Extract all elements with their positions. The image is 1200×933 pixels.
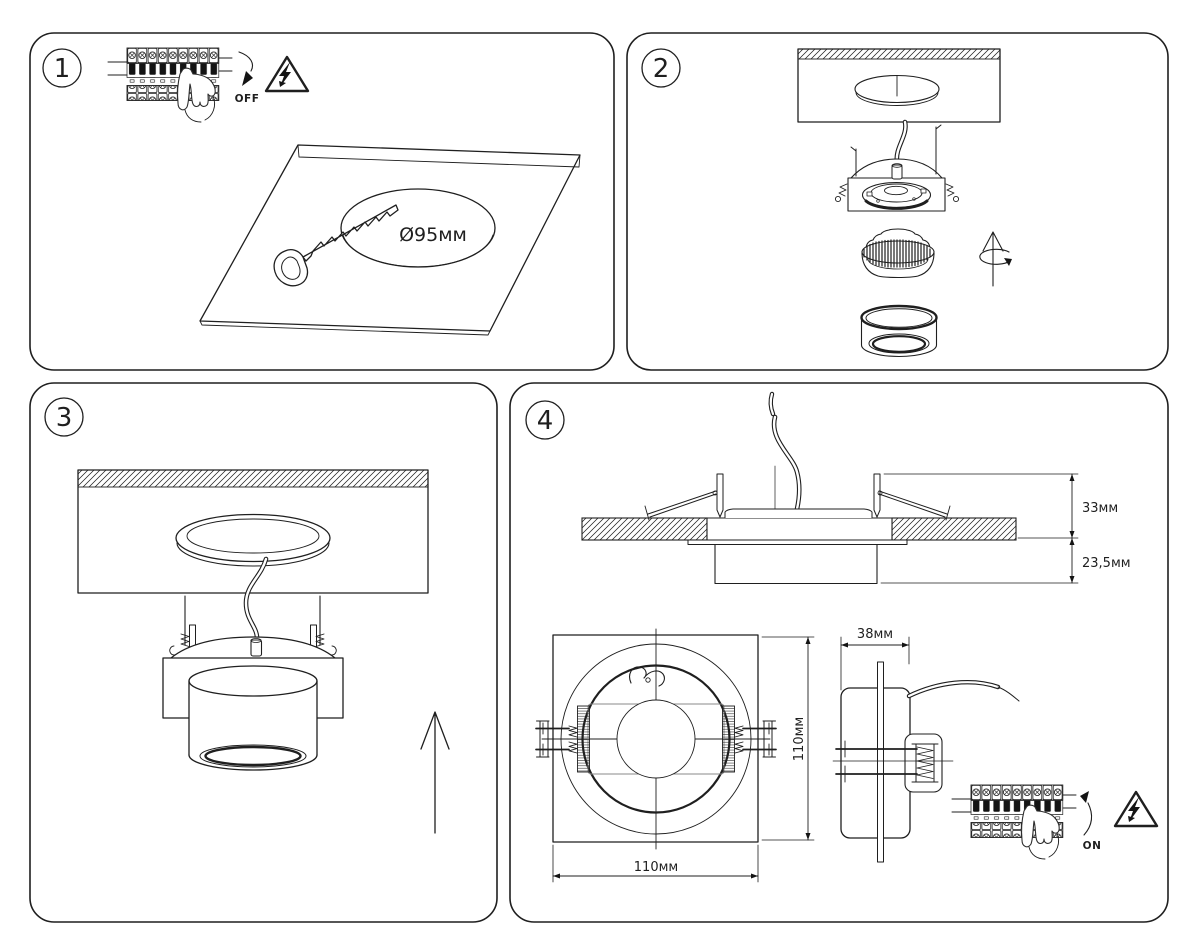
panel-step-4 [510,383,1168,922]
trim-flange [688,540,907,545]
recess-height-label: 33мм [1082,501,1119,516]
off-label: OFF [234,93,260,105]
trim-body [715,545,877,584]
clip-housing [905,734,942,792]
clip-plate-right [874,474,880,517]
ceiling-slab-right [892,518,1016,540]
plate-width-label: 110мм [633,860,679,875]
ceiling-section [78,470,428,593]
on-label: ON [1082,840,1102,852]
plate-edge [878,662,884,862]
body-depth-label: 38мм [856,627,894,642]
step-4-number: 4 [536,406,554,436]
clip-plate-left [717,474,723,517]
protrusion-height-label: 23,5мм [1082,556,1131,571]
spring-rack-left [578,706,590,772]
trim-ring [189,666,317,770]
ceiling-section [798,49,1000,122]
fixture-can [841,688,910,838]
ceiling-hole-disc [176,515,330,562]
ceiling-slab-left [582,518,707,540]
step-1-number: 1 [53,54,71,84]
step-3-number: 3 [55,403,73,433]
panel-step-3 [30,383,497,922]
step-2-number: 2 [652,54,670,84]
panel-step-1 [30,33,614,370]
ceiling-hatch [78,470,428,487]
spring-rack-right [723,706,735,772]
ceiling-hatch [798,49,1000,59]
panel-step-2 [627,33,1168,370]
fixture-through-body [707,518,892,540]
plate-height-label: 110мм [792,716,807,762]
cutout-diameter-label: Ø95мм [399,224,467,246]
